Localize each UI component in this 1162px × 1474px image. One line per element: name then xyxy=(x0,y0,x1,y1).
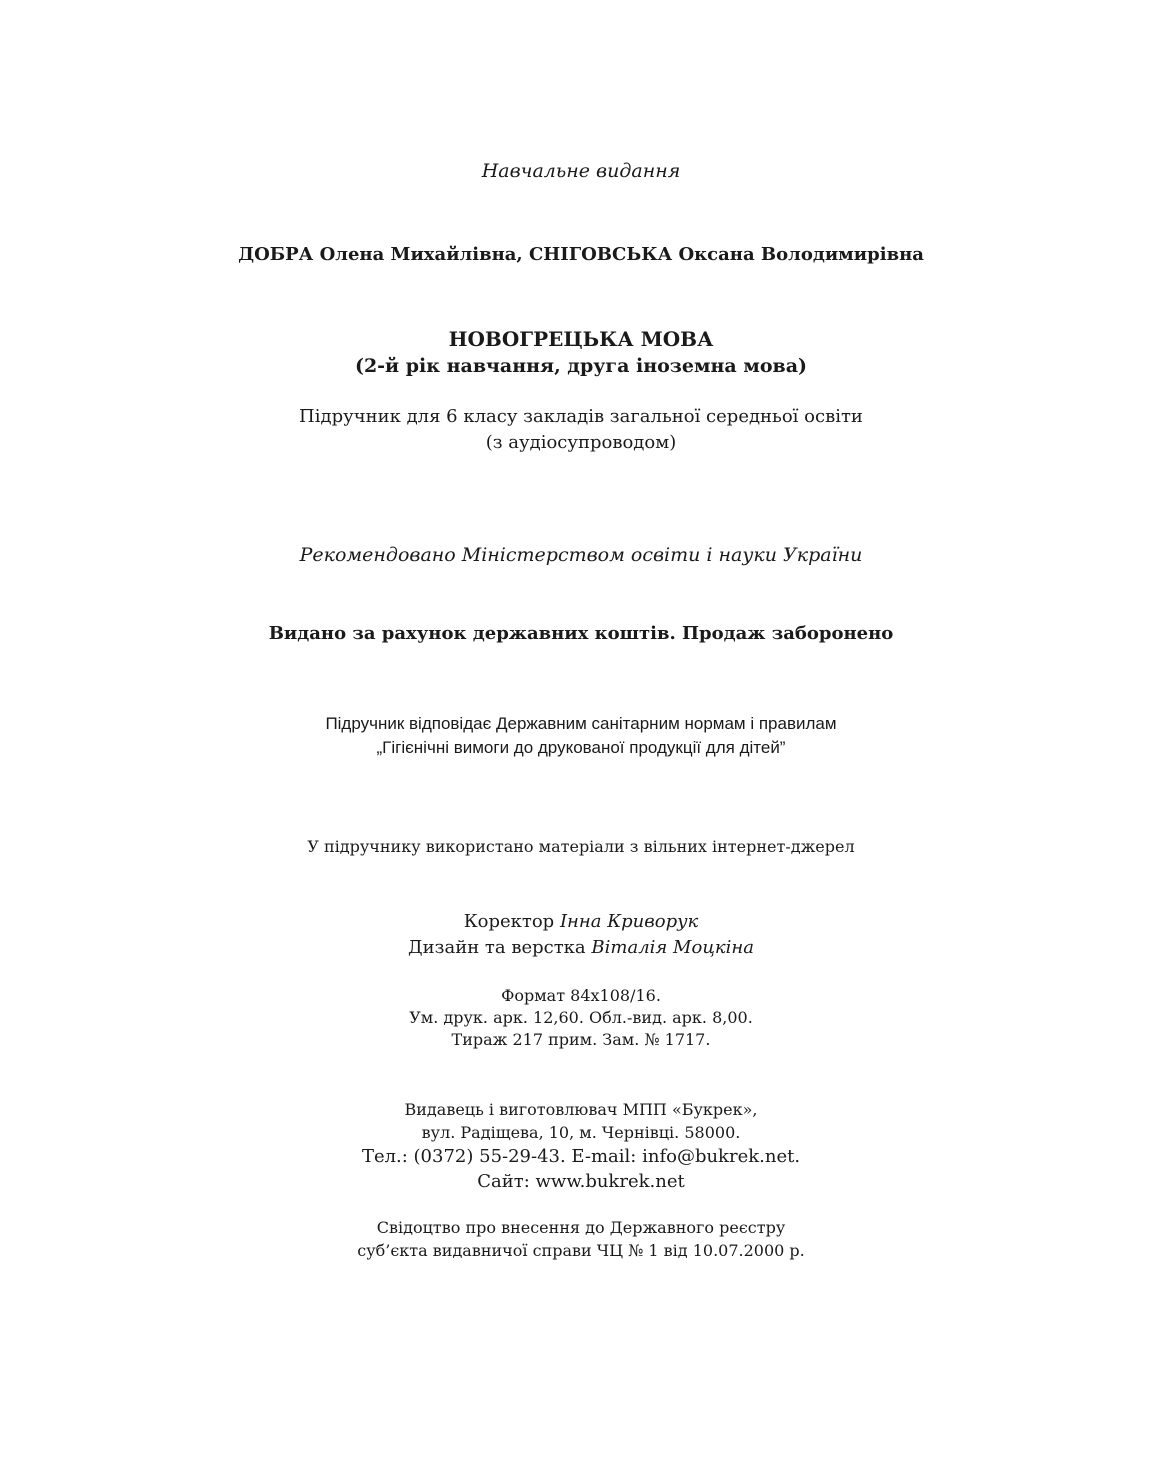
book-subtitle: (2-й рік навчання, друга іноземна мова) xyxy=(354,355,808,377)
design-label: Дизайн та верстка xyxy=(408,937,586,958)
print-format: Формат 84х108/16. xyxy=(501,986,661,1005)
description-line-1: Підручник для 6 класу закладів загальної середньої освіти xyxy=(299,406,863,427)
design-name: Віталія Моцкіна xyxy=(591,937,754,958)
sanitary-line-2: „Гігієнічні вимоги до друкованої продукції для дітей” xyxy=(376,738,786,757)
publisher-line-1: Видавець і виготовлювач МПП «Букрек», xyxy=(404,1100,758,1119)
recommendation: Рекомендовано Міністерством освіти і науки України xyxy=(299,544,863,566)
description-line-2: (з аудіосупроводом) xyxy=(485,432,677,453)
certificate-line-2: суб’єкта видавничої справи ЧЦ № 1 від 10.07.2000 р. xyxy=(357,1241,805,1260)
corrector-label: Коректор xyxy=(463,911,555,932)
authors: ДОБРА Олена Михайлівна, СНІГОВСЬКА Оксана Володимирівна xyxy=(238,244,924,265)
design-credit xyxy=(0,939,1162,957)
print-sheets: Ум. друк. арк. 12,60. Обл.-вид. арк. 8,00. xyxy=(409,1008,753,1027)
book-title: НОВОГРЕЦЬКА МОВА xyxy=(448,327,714,351)
corrector-credit xyxy=(0,913,1162,931)
state-funded-notice: Видано за рахунок державних коштів. Продаж заборонено xyxy=(268,623,894,644)
publisher-line-2: вул. Радіщева, 10, м. Чернівці. 58000. xyxy=(421,1123,741,1142)
corrector-name: Інна Криворук xyxy=(559,911,699,932)
publisher-contacts: Тел.: (0372) 55-29-43. E-mail: info@bukrek.net. xyxy=(361,1146,801,1167)
edition-type: Навчальне видання xyxy=(481,160,681,182)
sources-note: У підручнику використано матеріали з вільних інтернет-джерел xyxy=(307,837,855,856)
print-circulation: Тираж 217 прим. Зам. № 1717. xyxy=(451,1030,711,1049)
sanitary-line-1: Підручник відповідає Державним санітарним нормам і правилам xyxy=(325,714,837,733)
certificate-line-1: Свідоцтво про внесення до Державного реєстру xyxy=(376,1218,786,1237)
publisher-site: Сайт: www.bukrek.net xyxy=(477,1171,685,1192)
